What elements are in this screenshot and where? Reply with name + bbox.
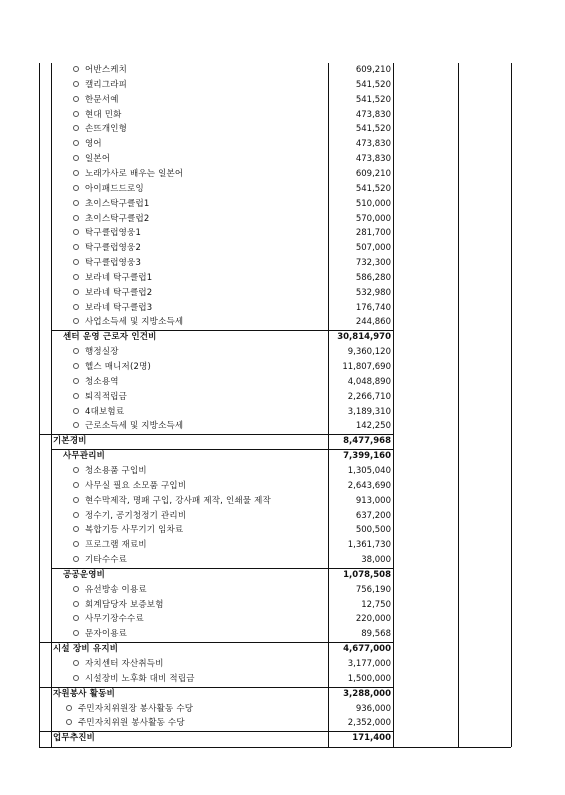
circle-bullet-icon — [73, 318, 79, 324]
row-label: 청소용품 구입비 — [85, 465, 147, 476]
table-row — [39, 657, 511, 672]
table-row — [39, 78, 511, 93]
table-row — [39, 627, 511, 642]
row-label: 시설 장비 유지비 — [53, 644, 119, 655]
row-label: 근로소득세 및 지방소득세 — [85, 421, 184, 432]
table-row — [39, 197, 511, 212]
circle-bullet-icon — [73, 660, 79, 666]
table-row — [39, 137, 511, 152]
row-label: 한문서예 — [85, 94, 119, 105]
table-row — [39, 345, 511, 360]
row-amount: 171,400 — [352, 733, 391, 744]
circle-bullet-icon — [73, 348, 79, 354]
category-row — [39, 687, 511, 702]
row-label: 기본경비 — [53, 436, 87, 447]
row-divider — [39, 731, 393, 732]
row-label: 유선방송 이용료 — [85, 584, 147, 595]
row-label: 행정실장 — [85, 347, 119, 358]
circle-bullet-icon — [73, 541, 79, 547]
table-border-bottom — [39, 747, 511, 748]
circle-bullet-icon — [73, 482, 79, 488]
circle-bullet-icon — [73, 259, 79, 265]
category-row — [39, 642, 511, 657]
table-row — [39, 494, 511, 509]
circle-bullet-icon — [73, 526, 79, 532]
row-amount: 936,000 — [355, 703, 391, 714]
row-label: 일본어 — [85, 154, 111, 165]
row-amount: 2,266,710 — [347, 391, 391, 402]
circle-bullet-icon — [73, 111, 79, 117]
table-row — [39, 702, 511, 717]
row-amount: 637,200 — [355, 510, 391, 521]
table-row — [39, 419, 511, 434]
row-label: 초이스탁구클럽1 — [85, 198, 150, 209]
row-label: 현대 민화 — [85, 109, 122, 120]
row-amount: 142,250 — [355, 421, 391, 432]
row-amount: 4,048,890 — [347, 376, 391, 387]
row-amount: 473,830 — [355, 109, 391, 120]
row-label: 청소용역 — [85, 376, 119, 387]
table-row — [39, 405, 511, 420]
row-label: 보라네 탁구클럽2 — [85, 287, 153, 298]
row-amount: 500,500 — [355, 525, 391, 536]
row-amount: 30,814,970 — [337, 332, 391, 343]
table-row — [39, 271, 511, 286]
row-amount: 507,000 — [355, 243, 391, 254]
table-row — [39, 716, 511, 731]
budget-table — [39, 63, 511, 747]
table-row — [39, 241, 511, 256]
row-amount: 609,210 — [355, 65, 391, 75]
table-row — [39, 152, 511, 167]
circle-bullet-icon — [73, 378, 79, 384]
row-label: 노래가사로 배우는 일본어 — [85, 168, 184, 179]
row-amount: 510,000 — [355, 198, 391, 209]
circle-bullet-icon — [73, 200, 79, 206]
row-label: 탁구클럽영웅1 — [85, 228, 142, 239]
row-amount: 541,520 — [355, 79, 391, 90]
row-amount: 570,000 — [355, 213, 391, 224]
row-amount: 12,750 — [361, 599, 391, 610]
circle-bullet-icon — [73, 274, 79, 280]
subcategory-row — [39, 330, 511, 345]
row-amount: 220,000 — [355, 614, 391, 625]
circle-bullet-icon — [73, 408, 79, 414]
circle-bullet-icon — [73, 630, 79, 636]
row-divider — [51, 330, 393, 331]
row-amount: 3,189,310 — [347, 406, 391, 417]
row-label: 문자이용료 — [85, 629, 128, 640]
subcategory-row — [39, 568, 511, 583]
category-row — [39, 731, 511, 746]
row-amount: 609,210 — [355, 168, 391, 179]
table-row — [39, 553, 511, 568]
row-amount: 9,360,120 — [347, 347, 391, 358]
circle-bullet-icon — [73, 66, 79, 72]
row-amount: 3,288,000 — [343, 688, 391, 699]
row-amount: 8,477,968 — [343, 436, 391, 447]
row-divider — [39, 642, 393, 643]
circle-bullet-icon — [73, 304, 79, 310]
row-label: 사무실 필요 소모품 구입비 — [85, 480, 187, 491]
row-amount: 4,677,000 — [343, 644, 391, 655]
row-label: 현수막제작, 명패 구입, 강사패 제작, 인쇄물 제작 — [85, 495, 271, 506]
row-amount: 756,190 — [355, 584, 391, 595]
circle-bullet-icon — [73, 155, 79, 161]
row-label: 퇴직적립금 — [85, 391, 128, 402]
row-label: 초이스탁구클럽2 — [85, 213, 150, 224]
row-amount: 281,700 — [355, 228, 391, 239]
row-label: 자원봉사 활동비 — [53, 688, 116, 699]
row-label: 사무관리비 — [63, 451, 106, 462]
row-label: 기타수수료 — [85, 555, 128, 566]
circle-bullet-icon — [73, 96, 79, 102]
table-row — [39, 375, 511, 390]
table-row — [39, 256, 511, 271]
table-row — [39, 182, 511, 197]
circle-bullet-icon — [73, 229, 79, 235]
circle-bullet-icon — [73, 170, 79, 176]
circle-bullet-icon — [73, 615, 79, 621]
row-label: 사업소득세 및 지방소득세 — [85, 317, 184, 328]
table-row — [39, 167, 511, 182]
row-label: 손뜨개인형 — [85, 124, 128, 135]
table-row — [39, 538, 511, 553]
row-divider — [51, 568, 393, 569]
table-row — [39, 315, 511, 330]
table-row — [39, 122, 511, 137]
row-label: 자치센터 자산취득비 — [85, 659, 164, 669]
row-label: 영어 — [85, 139, 102, 150]
category-row — [39, 434, 511, 449]
circle-bullet-icon — [73, 215, 79, 221]
row-divider — [39, 687, 393, 688]
row-amount: 473,830 — [355, 139, 391, 150]
row-amount: 11,807,690 — [342, 362, 391, 372]
row-label: 회계담당자 보증보험 — [85, 599, 164, 610]
row-divider — [51, 449, 393, 450]
row-amount: 176,740 — [355, 302, 391, 313]
row-amount: 89,568 — [361, 629, 391, 640]
circle-bullet-icon — [73, 140, 79, 146]
row-label: 센터 운영 근로자 인건비 — [63, 332, 157, 343]
row-label: 업무추진비 — [53, 733, 96, 744]
table-row — [39, 301, 511, 316]
row-amount: 473,830 — [355, 154, 391, 165]
row-label: 사무기장수수료 — [85, 614, 144, 625]
circle-bullet-icon — [73, 244, 79, 250]
row-label: 캘리그라피 — [85, 79, 128, 90]
table-row — [39, 464, 511, 479]
row-label: 시설장비 노후화 대비 적립금 — [85, 673, 195, 684]
table-row — [39, 523, 511, 538]
circle-bullet-icon — [66, 705, 72, 711]
table-row — [39, 583, 511, 598]
row-label: 주민자치위원장 봉사활동 수당 — [78, 703, 194, 714]
subcategory-row — [39, 449, 511, 464]
circle-bullet-icon — [73, 675, 79, 681]
table-row — [39, 479, 511, 494]
circle-bullet-icon — [73, 497, 79, 503]
circle-bullet-icon — [73, 586, 79, 592]
circle-bullet-icon — [73, 81, 79, 87]
table-border-right — [511, 63, 512, 747]
row-amount: 38,000 — [361, 555, 391, 566]
row-amount: 7,399,160 — [343, 451, 391, 462]
circle-bullet-icon — [73, 422, 79, 428]
table-row — [39, 286, 511, 301]
table-row — [39, 93, 511, 108]
table-row — [39, 390, 511, 405]
row-label: 헬스 매니저(2명) — [85, 362, 152, 372]
circle-bullet-icon — [73, 601, 79, 607]
circle-bullet-icon — [73, 363, 79, 369]
row-label: 4대보험료 — [85, 406, 125, 417]
row-label: 프로그램 재료비 — [85, 540, 147, 551]
row-amount: 586,280 — [355, 272, 391, 283]
table-row — [39, 672, 511, 687]
row-label: 주민자치위원 봉사활동 수당 — [78, 718, 185, 729]
row-divider — [39, 434, 393, 435]
table-row — [39, 612, 511, 627]
table-row — [39, 598, 511, 613]
row-amount: 2,352,000 — [347, 718, 391, 729]
table-row — [39, 360, 511, 375]
row-amount: 913,000 — [355, 495, 391, 506]
row-label: 탁구클럽영웅2 — [85, 243, 142, 254]
circle-bullet-icon — [73, 393, 79, 399]
row-amount: 3,177,000 — [347, 659, 391, 669]
row-label: 보라네 탁구클럽1 — [85, 272, 153, 283]
circle-bullet-icon — [73, 289, 79, 295]
row-label: 아이패드드로잉 — [85, 183, 144, 194]
row-amount: 1,361,730 — [347, 540, 391, 551]
row-label: 정수기, 공기청정기 관리비 — [85, 510, 187, 521]
table-row — [39, 509, 511, 524]
row-label: 복합기등 사무기기 임차료 — [85, 525, 184, 536]
row-amount: 2,643,690 — [347, 480, 391, 491]
row-amount: 244,860 — [355, 317, 391, 328]
row-amount: 541,520 — [355, 94, 391, 105]
row-label: 보라네 탁구클럽3 — [85, 302, 153, 313]
row-amount: 1,305,040 — [347, 465, 391, 476]
circle-bullet-icon — [73, 185, 79, 191]
row-amount: 541,520 — [355, 124, 391, 135]
row-label: 어반스케치 — [85, 65, 128, 75]
table-row — [39, 108, 511, 123]
row-amount: 532,980 — [355, 287, 391, 298]
row-amount: 1,078,508 — [343, 569, 391, 580]
circle-bullet-icon — [66, 719, 72, 725]
row-amount: 1,500,000 — [347, 673, 391, 684]
row-amount: 732,300 — [355, 258, 391, 269]
row-amount: 541,520 — [355, 183, 391, 194]
circle-bullet-icon — [73, 556, 79, 562]
row-label: 공공운영비 — [63, 569, 106, 580]
table-row — [39, 63, 511, 78]
table-row — [39, 226, 511, 241]
table-row — [39, 212, 511, 227]
row-label: 탁구클럽영웅3 — [85, 258, 142, 269]
circle-bullet-icon — [73, 467, 79, 473]
circle-bullet-icon — [73, 125, 79, 131]
circle-bullet-icon — [73, 512, 79, 518]
